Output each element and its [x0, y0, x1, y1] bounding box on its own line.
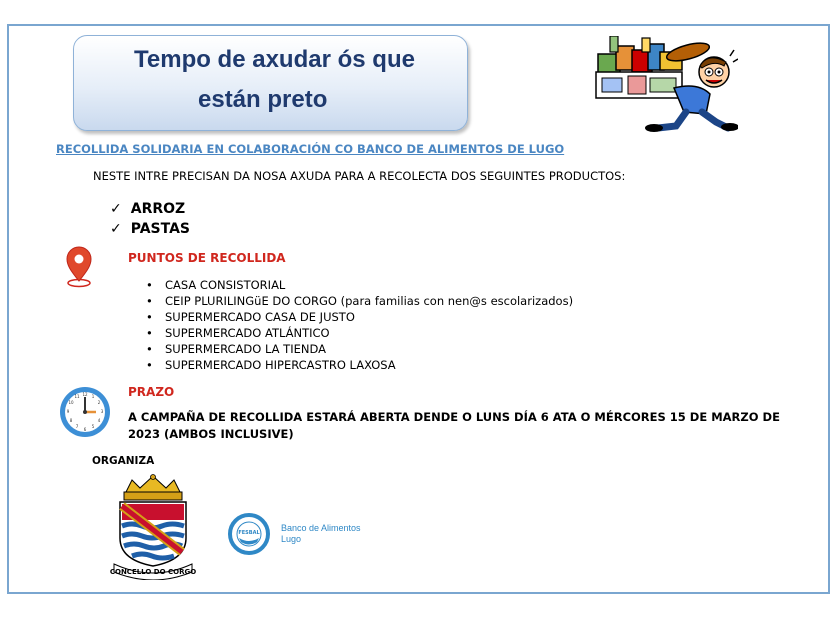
fesbal-logo: [224, 512, 278, 556]
checkmark-icon: ✓: [110, 221, 122, 237]
fesbal-text: FESBAL: [238, 530, 260, 536]
concello-coat-of-arms: [110, 474, 196, 580]
svg-text:4: 4: [97, 418, 101, 423]
list-item: • CEIP PLURILINGüE DO CORGO (para familias con nen@s escolarizados): [146, 293, 573, 309]
list-item: • CASA CONSISTORIAL: [146, 277, 573, 293]
svg-text:8: 8: [69, 418, 73, 423]
svg-text:5: 5: [91, 424, 95, 429]
list-item: • SUPERMERCADO HIPERCASTRO LAXOSA: [146, 357, 573, 373]
svg-text:12: 12: [82, 392, 88, 397]
list-item: • SUPERMERCADO LA TIENDA: [146, 341, 573, 357]
collection-points-list: [146, 277, 573, 373]
svg-text:11: 11: [74, 394, 80, 399]
svg-text:6: 6: [83, 427, 87, 432]
svg-text:2: 2: [97, 400, 101, 405]
product-label: ARROZ: [130, 201, 186, 217]
svg-text:9: 9: [66, 409, 70, 414]
product-item: [110, 201, 185, 217]
campaign-subtitle: RECOLLIDA SOLIDARIA EN COLABORACIÓN CO BANCO DE ALIMENTOS DE LUGO: [56, 142, 565, 156]
svg-text:10: 10: [68, 400, 74, 405]
concello-seal-text: CONCELLO DO CORGO: [110, 568, 196, 576]
location-pin-icon: [64, 246, 94, 288]
product-item: [110, 221, 190, 237]
clock-icon: [58, 385, 112, 439]
list-item: • SUPERMERCADO ATLÁNTICO: [146, 325, 573, 341]
bank-name-line-1: Banco de Alimentos: [281, 523, 361, 533]
title-line-2: están preto: [198, 86, 328, 113]
bank-name: [281, 523, 361, 545]
list-item: • SUPERMERCADO CASA DE JUSTO: [146, 309, 573, 325]
svg-text:3: 3: [100, 409, 104, 414]
checkmark-icon: ✓: [110, 201, 122, 217]
svg-text:7: 7: [75, 424, 79, 429]
product-label: PASTAS: [130, 221, 191, 237]
title-line-1: Tempo de axudar ós que: [134, 46, 415, 73]
deadline-text: A CAMPAÑA DE RECOLLIDA ESTARÁ ABERTA DENDE O LUNS DÍA 6 ATA O MÉRCORES 15 DE MARZO DE 2023 (AMBOS INCLUSIVE): [128, 410, 780, 441]
deadline-heading: PRAZO: [128, 385, 175, 399]
points-heading: PUNTOS DE RECOLLIDA: [128, 251, 286, 265]
bank-name-line-2: Lugo: [281, 534, 302, 544]
svg-text:1: 1: [91, 394, 95, 399]
shopping-character-icon: [588, 36, 738, 132]
organizer-label: ORGANIZA: [92, 455, 155, 467]
intro-text: NESTE INTRE PRECISAN DA NOSA AXUDA PARA A RECOLECTA DOS SEGUINTES PRODUCTOS:: [93, 169, 626, 183]
